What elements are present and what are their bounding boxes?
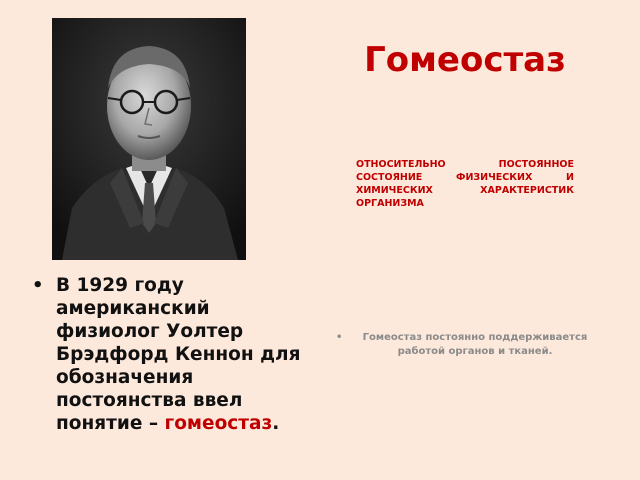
bullet-icon: • <box>336 332 343 343</box>
left-bullet-list <box>30 274 310 435</box>
bullet-end: . <box>272 413 280 434</box>
slide-title: Гомеостаз <box>364 40 566 80</box>
bullet-icon: • <box>32 275 44 296</box>
right-bullet-list <box>336 331 596 359</box>
bullet-text: Гомеостаз постоянно поддерживается работой органов и тканей. <box>362 332 588 357</box>
highlight-term: гомеостаз <box>164 413 273 434</box>
list-item <box>30 274 310 435</box>
list-item <box>336 331 596 359</box>
definition-text: ОТНОСИТЕЛЬНО ПОСТОЯННОЕ СОСТОЯНИЕ ФИЗИЧЕСКИХ И ХИМИЧЕСКИХ ХАРАКТЕРИСТИК ОРГАНИЗМА <box>356 159 574 209</box>
bullet-text: В 1929 году американский физиолог Уолтер Брэдфорд Кеннон для обозначения постоянства ввел понятие – <box>56 275 301 434</box>
portrait-photo <box>52 18 246 260</box>
portrait-illustration <box>52 18 246 260</box>
